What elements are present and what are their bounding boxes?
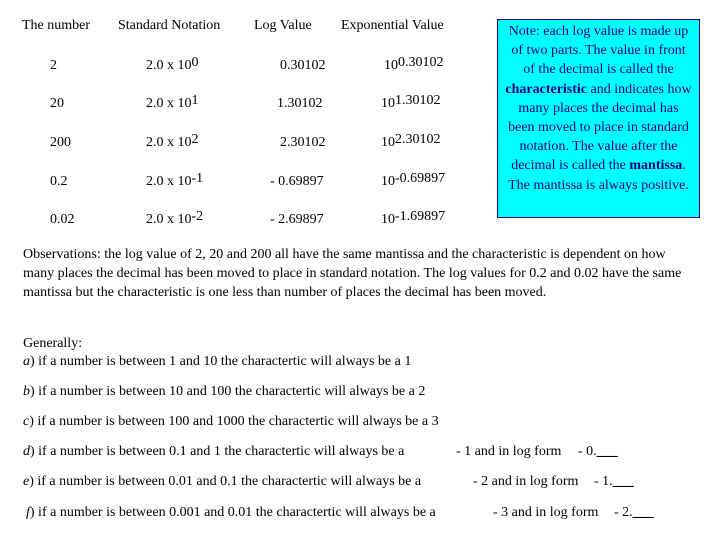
rule-line-f: f) if a number is between 0.001 and 0.01 the charactertic will always be a bbox=[26, 505, 436, 520]
row-number: 200 bbox=[50, 135, 71, 150]
row-log-value: - 2.69897 bbox=[270, 212, 324, 227]
term-mantissa: mantissa bbox=[629, 158, 683, 174]
row-exponential-value: $10^{-0.69897}$ bbox=[381, 171, 446, 189]
header-standard-notation: Standard Notation bbox=[118, 18, 221, 33]
row-number: 0.02 bbox=[50, 212, 75, 227]
rule-line-c: c) if a number is between 100 and 1000 the charactertic will always be a 3 bbox=[23, 414, 439, 429]
header-number: The number bbox=[22, 18, 91, 33]
row-exponential-value: $10^{2.30102}$ bbox=[381, 132, 441, 150]
rule-line-d: d) if a number is between 0.1 and 1 the charactertic will always be a bbox=[23, 444, 405, 459]
rule-line-e: e) if a number is between 0.01 and 0.1 the charactertic will always be a bbox=[23, 474, 422, 489]
row-log-value: 2.30102 bbox=[280, 135, 326, 150]
row-number: 2 bbox=[50, 58, 57, 73]
note-box bbox=[497, 19, 700, 218]
note-text: and indicates how many places the decimal has been moved to place in standard notation. The value after the decimal is called the bbox=[508, 81, 692, 174]
row-log-value: 1.30102 bbox=[277, 96, 323, 111]
row-number: 0.2 bbox=[50, 174, 68, 189]
row-standard-notation: 2.0 x $10^1$ bbox=[146, 93, 199, 111]
row-exponential-value: $10^{1.30102}$ bbox=[381, 93, 441, 111]
rule-line-e-blank: - 1.___ bbox=[594, 474, 634, 489]
rule-line-f-blank: - 2.___ bbox=[614, 505, 654, 520]
rule-line-e-answer: - 2 and in log form bbox=[473, 474, 579, 489]
rule-line-f-answer: - 3 and in log form bbox=[493, 505, 599, 520]
note-text: . The mantissa is always positive. bbox=[508, 158, 689, 193]
rule-line-b: b) if a number is between 10 and 100 the charactertic will always be a 2 bbox=[23, 384, 426, 399]
row-log-value: - 0.69897 bbox=[270, 174, 324, 189]
header-log-value: Log Value bbox=[254, 18, 312, 33]
header-exponential-value: Exponential Value bbox=[341, 18, 444, 33]
row-exponential-value: $10^{-1.69897}$ bbox=[381, 209, 446, 227]
term-characteristic: characteristic bbox=[505, 81, 588, 97]
rule-line-d-answer: - 1 and in log form bbox=[456, 444, 562, 459]
generally-heading: Generally: bbox=[23, 336, 83, 351]
rule-line-a: a) if a number is between 1 and 10 the charactertic will always be a 1 bbox=[23, 354, 412, 369]
row-log-value: 0.30102 bbox=[280, 58, 326, 73]
row-standard-notation: 2.0 x $10^0$ bbox=[146, 55, 199, 73]
row-standard-notation: 2.0 x $10^{-1}$ bbox=[146, 171, 204, 189]
row-number: 20 bbox=[50, 96, 64, 111]
row-exponential-value: $10^{0.30102}$ bbox=[384, 55, 444, 73]
rule-line-d-blank: - 0.___ bbox=[578, 444, 618, 459]
observations-paragraph: Observations: the log value of 2, 20 and 200 all have the same mantissa and the characteristic is dependent on how many places the decimal has been moved to place in standard notation. The log values for 0.2 and 0.02 have the same mantissa but the characteristic is one less than number of places the decimal has been moved. bbox=[23, 247, 682, 301]
note-text: Note: each log value is made up of two parts. The value in front of the decimal is called the bbox=[508, 24, 689, 78]
row-standard-notation: 2.0 x $10^{-2}$ bbox=[146, 209, 204, 227]
row-standard-notation: 2.0 x $10^2$ bbox=[146, 132, 199, 150]
